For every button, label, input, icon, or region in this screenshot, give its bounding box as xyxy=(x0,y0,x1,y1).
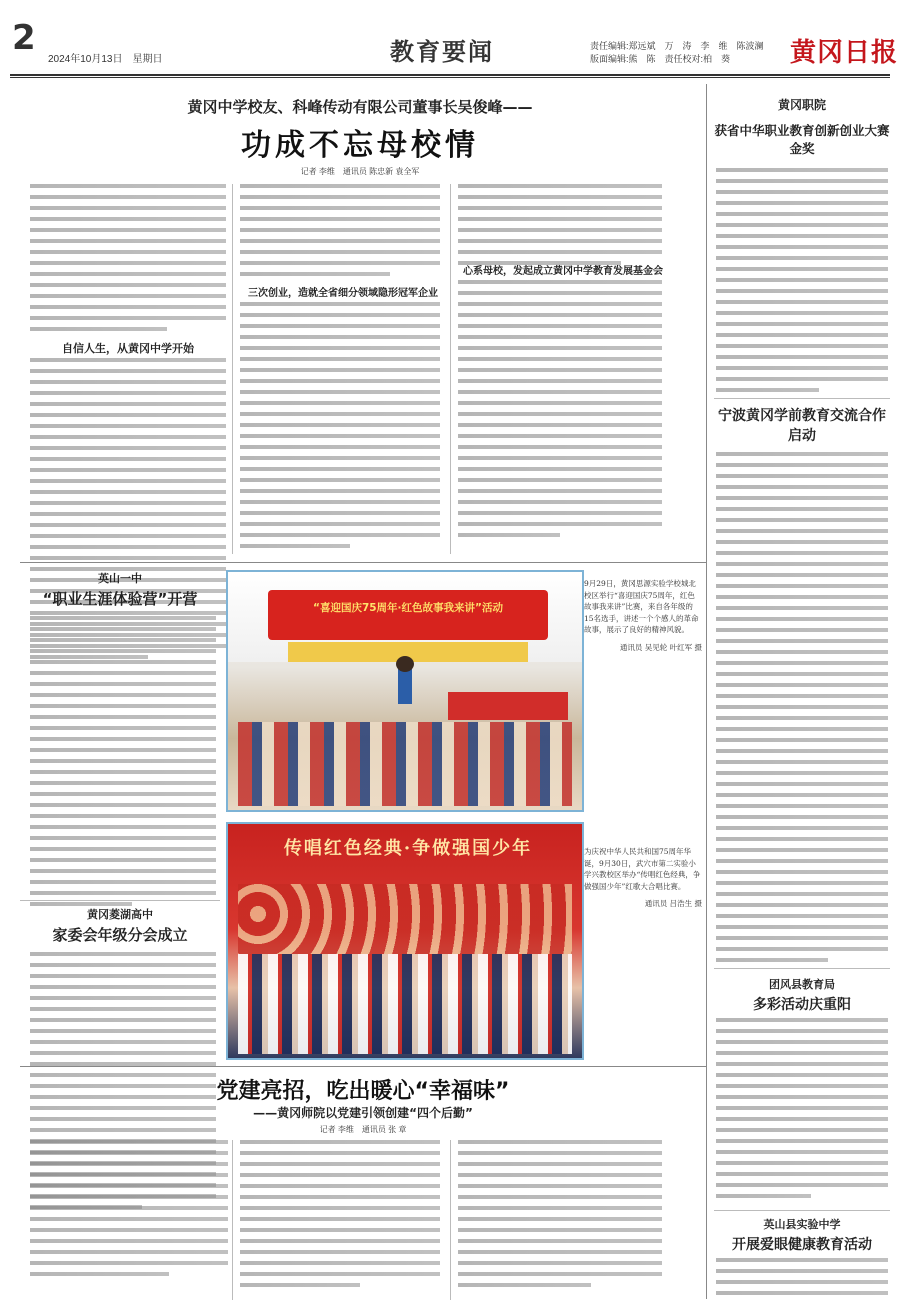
lead-subhead-3: 心系母校，发起成立黄冈中学教育发展基金会 xyxy=(463,266,663,277)
lead-col2-text-2 xyxy=(240,302,440,555)
section-divider xyxy=(20,562,706,563)
bottom-col3-text xyxy=(458,1140,662,1294)
bottom-headline: 党建亮招，吃出暖心“幸福味” xyxy=(216,1079,510,1104)
column-divider xyxy=(232,184,233,554)
photo-2-credit: 通讯员 吕浩生 摄 xyxy=(644,899,702,908)
bottom-subhead: ——黄冈师院以党建引领创建“四个后勤” xyxy=(253,1106,473,1120)
section-divider xyxy=(20,1066,706,1067)
masthead xyxy=(0,0,900,72)
editor-line-2: 版面编辑:熊 陈 责任校对:柏 葵 xyxy=(590,54,731,64)
photo-2-banner: 传唱红色经典·争做强国少年 xyxy=(283,838,533,859)
right-article-1-text xyxy=(716,168,888,399)
left-article-2-kicker: 黄冈菱湖高中 xyxy=(87,908,153,921)
right-divider xyxy=(714,398,890,399)
right-article-2-text xyxy=(716,452,888,969)
photo-2-caption: 为庆祝中华人民共和国75周年华诞，9月30日，武穴市第二实验小学兴教校区举办“传唱红色经典，争做强国少年”红歌大合唱比赛。 xyxy=(584,847,701,891)
lead-headline: 功成不忘母校情 xyxy=(241,128,479,163)
left-article-1-title: “职业生涯体验营”开营 xyxy=(42,590,198,608)
photo-2-caption-block xyxy=(584,846,702,910)
right-article-4-title: 开展爱眼健康教育活动 xyxy=(732,1237,872,1253)
photo-1-credit: 通讯员 吴见轮 叶红军 摄 xyxy=(619,642,702,652)
masthead-rule xyxy=(10,74,890,76)
left-divider xyxy=(20,900,220,901)
newspaper-logo: 黄冈日报 xyxy=(790,38,899,68)
lead-subhead-1: 自信人生，从黄冈中学开始 xyxy=(62,342,194,355)
right-divider xyxy=(714,968,890,969)
page-number: 2 xyxy=(12,18,36,58)
left-article-1-kicker: 英山一中 xyxy=(98,572,142,585)
right-article-3-text xyxy=(716,1018,888,1205)
right-article-4-kicker: 英山县实验中学 xyxy=(763,1218,841,1231)
lead-col2-text xyxy=(240,184,440,283)
bottom-byline: 记者 李维 通讯员 张 章 xyxy=(319,1125,407,1134)
left-article-2-title: 家委会年级分会成立 xyxy=(52,926,188,944)
lead-col1-text xyxy=(30,184,226,338)
photo-1-banner: “喜迎国庆75周年·红色故事我来讲”活动 xyxy=(313,602,503,614)
lead-col3-text-2 xyxy=(458,280,662,544)
lead-subhead-2: 三次创业，造就全省细分领域隐形冠军企业 xyxy=(248,288,438,299)
lead-col3-text xyxy=(458,184,662,272)
photo-red-songs xyxy=(226,822,584,1060)
editor-line-1: 责任编辑:郑远斌 万 涛 李 维 陈波澜 xyxy=(590,41,764,51)
photo-1-caption: 9月29日，黄冈思源实验学校城北校区举行“喜迎国庆75周年，红色故事我来讲”比赛，来自各年级的15名选手，讲述一个个感人的革命故事，展示了良好的精神风貌。 xyxy=(584,579,699,634)
right-article-1-title: 获省中华职业教育创新创业大赛金奖 xyxy=(714,123,890,156)
masthead-rule-thin xyxy=(10,77,890,78)
right-article-3-kicker: 团风县教育局 xyxy=(769,978,835,991)
column-divider xyxy=(232,1140,233,1300)
column-divider xyxy=(450,184,451,554)
left-article-1-text xyxy=(30,616,216,913)
right-article-4-text xyxy=(716,1258,888,1302)
photo-1-caption-block xyxy=(584,578,702,653)
lead-byline: 记者 李维 通讯员 陈忠新 袁全军 xyxy=(300,167,420,176)
issue-date: 2024年10月13日 星期日 xyxy=(48,54,163,65)
right-divider xyxy=(714,1210,890,1211)
right-column-divider xyxy=(706,84,707,1299)
right-article-3-title: 多彩活动庆重阳 xyxy=(753,997,851,1013)
photo-storytelling xyxy=(226,570,584,812)
right-article-2-title: 宁波黄冈学前教育交流合作启动 xyxy=(718,408,886,444)
bottom-col2-text xyxy=(240,1140,440,1294)
lead-kicker: 黄冈中学校友、科峰传动有限公司董事长吴俊峰—— xyxy=(187,98,533,116)
column-divider xyxy=(450,1140,451,1300)
editor-credits xyxy=(590,40,764,66)
section-title: 教育要闻 xyxy=(390,38,494,66)
right-article-1-kicker: 黄冈职院 xyxy=(777,98,826,112)
bottom-col1-text xyxy=(30,1140,228,1283)
